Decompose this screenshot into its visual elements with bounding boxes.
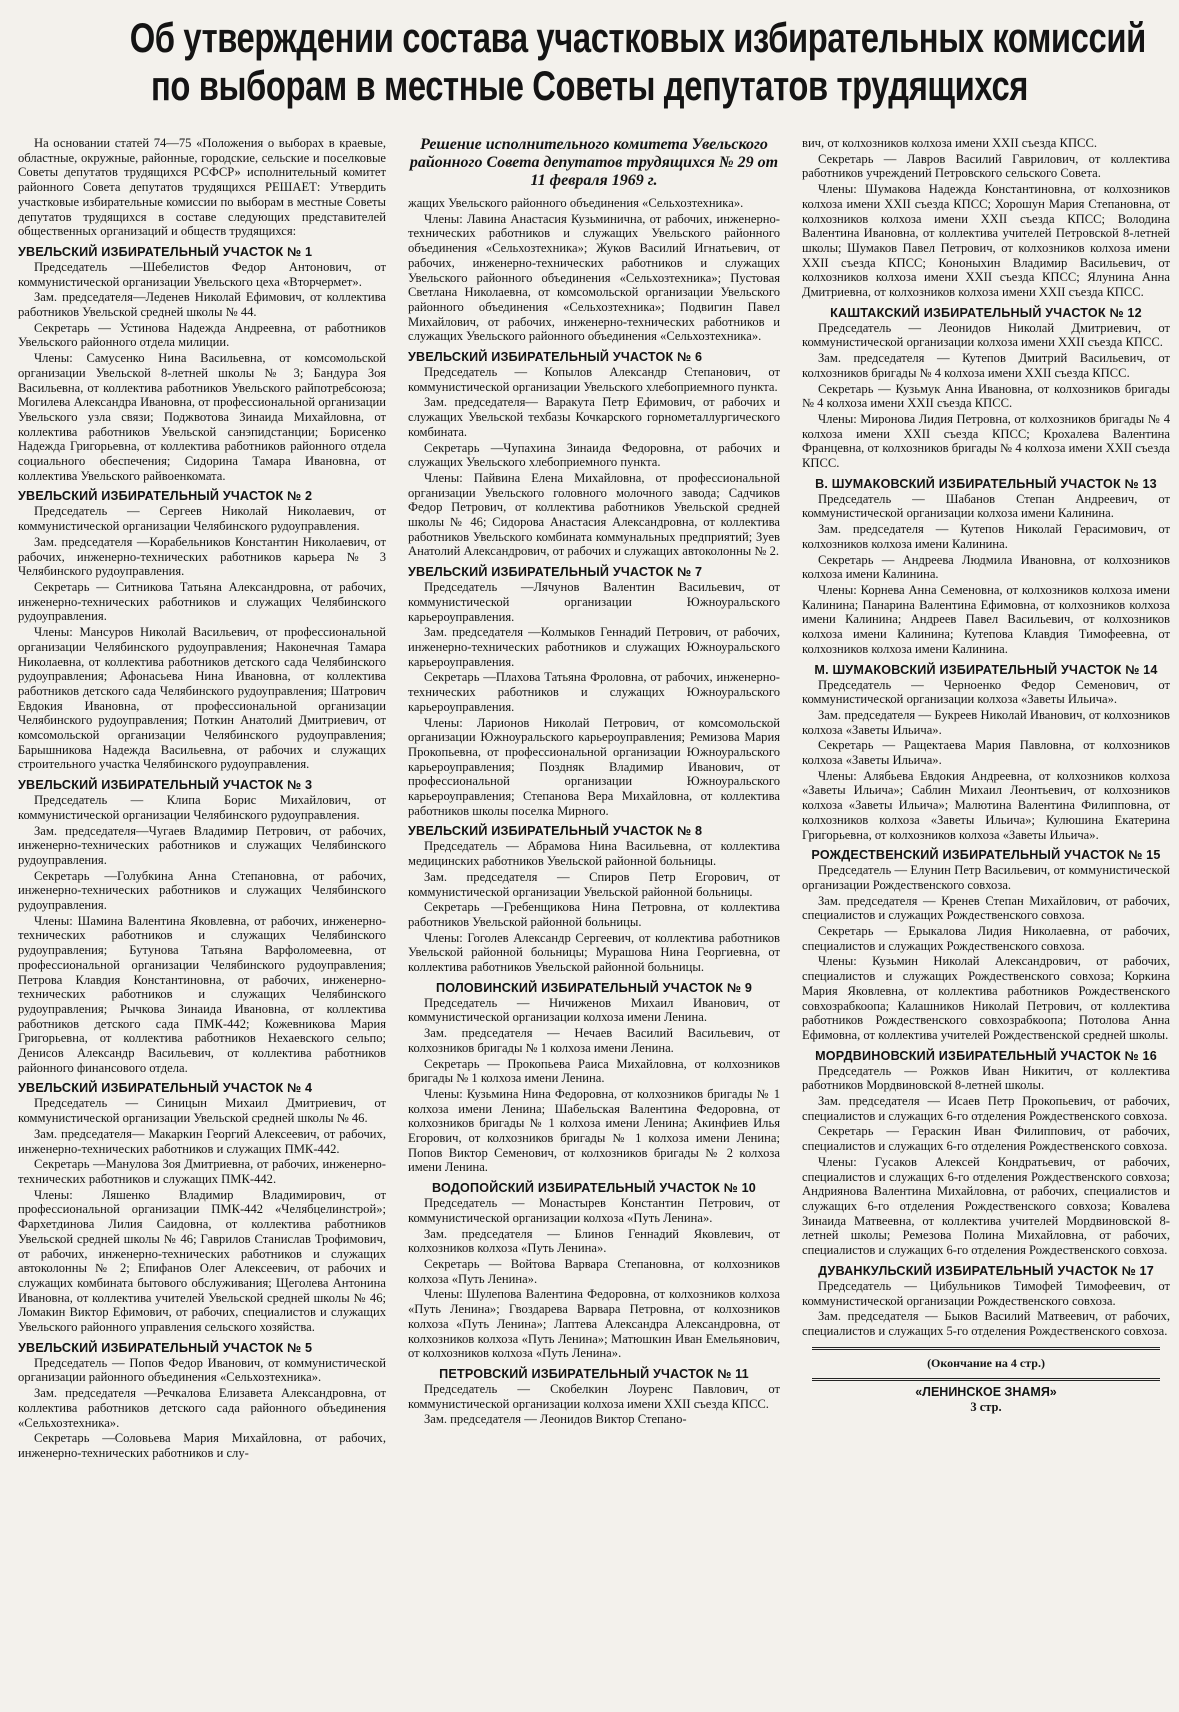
precinct-paragraph: Председатель — Сергеев Николай Николаевич, от коммунистической организации Челябинского рудоуправления. xyxy=(18,504,386,534)
precinct-paragraph: Председатель —Шебелистов Федор Антонович, от коммунистической организации Увельского цеха «Вторчермет». xyxy=(18,259,386,289)
precinct-paragraph: Председатель — Цибульников Тимофей Тимофеевич, от коммунистической организации Рождественского совхоза. xyxy=(802,1278,1170,1308)
precinct-paragraph: Председатель — Монастырев Константин Петрович, от коммунистической организации колхоза «Путь Ленина». xyxy=(408,1196,780,1225)
precinct-paragraph: жащих Увельского районного объединения «Сельхозтехника». xyxy=(408,196,744,210)
precinct-paragraph: Секретарь — Ращектаева Мария Павловна, от колхозников колхоза «Заветы Ильича». xyxy=(802,738,1170,768)
precinct-heading: КАШТАКСКИЙ ИЗБИРАТЕЛЬНЫЙ УЧАСТОК № 12 xyxy=(830,305,1142,320)
precinct-paragraph: Секретарь — Ситникова Татьяна Александровна, от рабочих, инженерно-технических работников и служащих Челябинского рудоуправления. xyxy=(18,579,386,624)
precinct-paragraph: Председатель — Скобелкин Лоуренс Павлович, от коммунистической организации колхоза имени XXII съезда КПСС. xyxy=(408,1381,780,1411)
precinct-paragraph: Зам. председателя — Леонидов Виктор Степано- xyxy=(424,1412,687,1427)
precinct-paragraph: Зам. председателя—Чугаев Владимир Петрович, от рабочих, инженерно-технических работников и служащих Челябинского рудоуправления. xyxy=(18,823,386,867)
footer-divider-2 xyxy=(812,1378,1160,1381)
precinct-paragraph: Председатель — Абрамова Нина Васильевна, от коллектива медицинских работников Увельской районной больницы. xyxy=(408,839,780,869)
precinct-heading: УВЕЛЬСКИЙ ИЗБИРАТЕЛЬНЫЙ УЧАСТОК № 3 xyxy=(18,778,313,793)
precinct-paragraph: Зам. председателя—Леденев Николай Ефимович, от коллектива работников Увельской средней школы № 44. xyxy=(18,290,386,320)
intro-paragraph: На основании статей 74—75 «Положения о выборах в краевые, областные, окружные, районные, городские, сельские и поселковые Советы депутатов трудящихся РСФСР» исполнительный комитет районного Совета депутатов трудящихся РЕШАЕТ: Утвердить участковые избирательные комиссии по выборам в местные Советы депутатов трудящихся в составе следующих представителей общественных организаций и обществ трудящихся: xyxy=(18,136,386,239)
precinct-paragraph: Секретарь —Чупахина Зинаида Федоровна, от рабочих и служащих Увельского хлебоприемного пункта. xyxy=(408,440,780,470)
page-number: 3 стр. xyxy=(970,1400,1002,1415)
precinct-paragraph: Члены: Пайвина Елена Михайловна, от профессиональной организации Увельского головного молочного завода; Садчиков Федор Петрович, от коллектива работников Увельской средней школы № 46; Сидорова Анастасия Александровна, от коллектива работников Увельского комбината коммунальных предприятий; Зуев Анатолий Александрович, от рабочих и служащих автоколонны № 2. xyxy=(408,470,780,559)
precinct-heading: УВЕЛЬСКИЙ ИЗБИРАТЕЛЬНЫЙ УЧАСТОК № 2 xyxy=(18,489,313,504)
precinct-paragraph: Председатель — Шабанов Степан Андреевич, от коммунистической организации колхоза имени Калинина. xyxy=(802,491,1170,521)
precinct-paragraph: Председатель — Леонидов Николай Дмитриевич, от коммунистической организации колхоза имени XXII съезда КПСС. xyxy=(802,320,1170,350)
precinct-paragraph: Члены: Ларионов Николай Петрович, от комсомольской организации Южноуральского карьероуправления; Ремизова Мария Прокопьевна, от профессиональной организации Южноуральского карьероуправления; Поздняк Владимир Иванович, от профессиональной организации Южноуральского карьероуправления; Степанова Вера Михайловна, от коллектива работников школы поселка Мирного. xyxy=(408,715,780,818)
precinct-heading: УВЕЛЬСКИЙ ИЗБИРАТЕЛЬНЫЙ УЧАСТОК № 6 xyxy=(408,350,703,365)
precinct-paragraph: Зам. председателя — Спиров Петр Егорович, от коммунистической организации Увельской районной больницы. xyxy=(408,869,780,899)
precinct-paragraph: Секретарь — Андреева Людмила Ивановна, от колхозников колхоза имени Калинина. xyxy=(802,552,1170,582)
precinct-heading: УВЕЛЬСКИЙ ИЗБИРАТЕЛЬНЫЙ УЧАСТОК № 1 xyxy=(18,244,313,259)
precinct-paragraph: Зам. председателя — Кренев Степан Михайлович, от рабочих, специалистов и служащих Рождественского совхоза. xyxy=(802,893,1170,923)
precinct-paragraph: Зам. председателя — Букреев Николай Иванович, от колхозников колхоза «Заветы Ильича». xyxy=(802,707,1170,737)
precinct-paragraph: Секретарь — Войтова Варвара Степановна, от колхозников колхоза «Путь Ленина». xyxy=(408,1257,780,1286)
precinct-paragraph: Зам. председателя — Исаев Петр Прокопьевич, от рабочих, специалистов и служащих 6-го отделения Рождественского совхоза. xyxy=(802,1094,1170,1123)
column-2 xyxy=(408,136,780,1702)
headline xyxy=(129,0,1146,110)
precinct-paragraph: Секретарь —Соловьева Мария Михайловна, от рабочих, инженерно-технических работников и слу- xyxy=(18,1431,386,1460)
precinct-paragraph: Зам. председателя —Корабельников Константин Николаевич, от рабочих, инженерно-технических работников карьера № 3 Челябинского рудоуправления. xyxy=(18,534,386,579)
precinct-heading: УВЕЛЬСКИЙ ИЗБИРАТЕЛЬНЫЙ УЧАСТОК № 4 xyxy=(18,1081,313,1096)
precinct-heading: РОЖДЕСТВЕНСКИЙ ИЗБИРАТЕЛЬНЫЙ УЧАСТОК № 15 xyxy=(811,848,1161,863)
precinct-paragraph: Члены: Гоголев Александр Сергеевич, от коллектива работников Увельской районной больницы; Мурашова Нина Георгиевна, от коллектива работников Увельской районной больницы. xyxy=(408,930,780,975)
headline-line-1: Об утверждении состава участковых избирательных комиссий xyxy=(129,14,1146,61)
precinct-paragraph: Секретарь — Лавров Василий Гаврилович, от коллектива работников учреждений Петровского сельского Совета. xyxy=(802,151,1170,181)
column-3-footer xyxy=(802,1347,1170,1415)
precinct-paragraph: Члены: Корнева Анна Семеновна, от колхозников колхоза имени Калинина; Панарина Валентина Ефимовна, от колхозников колхоза имени Калинина; Андреев Павел Васильевич, от колхозников колхоза имени Калинина; Кутепова Клавдия Тимофеевна, от колхозников колхоза имени Калинина. xyxy=(802,582,1170,656)
newspaper-name: «ЛЕНИНСКОЕ ЗНАМЯ» xyxy=(915,1385,1057,1400)
decision-caption: Решение исполнительного комитета Увельского районного Совета депутатов трудящихся № 29 от 11 февраля 1969 г. xyxy=(409,136,779,189)
precinct-heading: ПОЛОВИНСКИЙ ИЗБИРАТЕЛЬНЫЙ УЧАСТОК № 9 xyxy=(435,980,753,995)
precinct-paragraph: Члены: Ляшенко Владимир Владимирович, от профессиональной организации ПМК-442 «Челябцелинстрой»; Фархетдинова Лилия Саидовна, от коллектива работников Увельской средней школы № 46; Гаврилов Станислав Трофимович, от рабочих, инженерно-технических работников и служащих автоколонны № 2; Епифанов Олег Алексеевич, от рабочих и служащих комбината бытового обслуживания; Щеголева Антонина Ивановна, от коллектива учителей Увельской средней школы № 46; Ломакин Виктор Ефимович, от рабочих, специалистов и служащих Увельского районного управления сельского хозяйства. xyxy=(18,1187,386,1335)
precinct-paragraph: Секретарь —Плахова Татьяна Фроловна, от рабочих, инженерно-технических работников и служащих Южноуральского карьероуправления. xyxy=(408,670,780,714)
precinct-paragraph: Председатель —Лячунов Валентин Васильевич, от коммунистической организации Южноуральского карьероуправления. xyxy=(408,580,780,624)
precinct-paragraph: Члены: Гусаков Алексей Кондратьевич, от рабочих, специалистов и служащих 6-го отделения Рождественского совхоза; Андриянова Валентина Михайловна, от рабочих, специалистов и служащих 6-го отделения Рождественского совхоза; Ковалева Зинаида Матвеевна, от коллектива учителей Мордвиновской 8-летней школы; Ремезова Полина Михайловна, от рабочих, специалистов и служащих 6-го отделения Рождественского совхоза. xyxy=(802,1154,1170,1258)
column-3 xyxy=(802,136,1170,1702)
precinct-paragraph: Зам. председателя — Нечаев Василий Васильевич, от колхозников бригады № 1 колхоза имени Ленина. xyxy=(408,1026,780,1055)
precinct-paragraph: Члены: Самусенко Нина Васильевна, от комсомольской организации Увельской 8-летней школы № 3; Бандура Зоя Васильевна, от коллектива работников Увельского райпотребсоюза; Могилева Александра Ивановна, от профессиональной организации Увельского узла связи; Поджвотова Зинаида Михайловна, от коллектива работников Увельской санэпидстанции; Борисенко Надежда Григорьевна, от коллектива работников районного отдела социального обеспечения; Сидорина Тамара Ивановна, от коллектива Увельского райвоенкомата. xyxy=(18,351,386,483)
precinct-paragraph: Члены: Кузьмина Нина Федоровна, от колхозников бригады № 1 колхоза имени Ленина; Шабельская Валентина Федоровна, от колхозников бригады № 1 колхоза имени Ленина; Акинфиев Илья Егорович, от колхозников бригады № 1 колхоза имени Ленина; Попов Виктор Семенович, от колхозников бригады № 2 колхоза имени Ленина. xyxy=(408,1086,780,1175)
precinct-paragraph: Члены: Кузьмин Николай Александрович, от рабочих, специалистов и служащих Рождественского совхоза; Коркина Мария Яковлевна, от коллектива работников Рождественского совхозрабкоопа; Калашников Николай Петрович, от коллектива работников Рождественского совхозрабкоопа; Потолова Анна Ефимовна, от коллектива учителей Рождественской средней школы. xyxy=(802,954,1170,1042)
precinct-paragraph: Секретарь — Прокопьева Раиса Михайловна, от колхозников бригады № 1 колхоза имени Ленина. xyxy=(408,1056,780,1086)
precinct-paragraph: Члены: Лавина Анастасия Кузьминична, от рабочих, инженерно-технических работников и служащих Увельского районного объединения «Сельхозтехника»; Жуков Василий Игнатьевич, от рабочих, инженерно-технических работников и служащих Увельского районного объединения «Сельхозтехника»; Пустовая Светлана Николаевна, от комсомольской организации Увельского районного объединения «Сельхозтехника»; Подвигин Павел Михайлович, от рабочих, инженерно-технических работников и служащих Увельского районного объединения «Сельхозтехника». xyxy=(408,211,780,344)
precinct-paragraph: вич, от колхозников колхоза имени XXII съезда КПСС. xyxy=(802,136,1097,150)
footer-divider xyxy=(812,1347,1160,1350)
precinct-paragraph: Председатель — Клипа Борис Михайлович, от коммунистической организации Челябинского рудоуправления. xyxy=(18,793,386,822)
precinct-paragraph: Секретарь — Ерыкалова Лидия Николаевна, от рабочих, специалистов и служащих Рождественского совхоза. xyxy=(802,924,1170,953)
precinct-paragraph: Члены: Алябьева Евдокия Андреевна, от колхозников колхоза «Заветы Ильича»; Саблин Михаил Леонтьевич, от колхозников колхоза «Заветы Ильича»; Малютина Валентина Филипповна, от колхозников колхоза «Заветы Ильича»; Кулюшина Екатерина Григорьевна, от колхозников колхоза «Заветы Ильича». xyxy=(802,768,1170,842)
precinct-heading: ВОДОПОЙСКИЙ ИЗБИРАТЕЛЬНЫЙ УЧАСТОК № 10 xyxy=(432,1181,756,1196)
precinct-paragraph: Члены: Миронова Лидия Петровна, от колхозников бригады № 4 колхоза имени XXII съезда КПСС; Крохалева Валентина Францевна, от колхозников бригады № 4 колхоза имени XXII съезда КПСС. xyxy=(802,411,1170,471)
precinct-heading: МОРДВИНОВСКИЙ ИЗБИРАТЕЛЬНЫЙ УЧАСТОК № 16 xyxy=(815,1048,1157,1063)
precinct-paragraph: Члены: Мансуров Николай Васильевич, от профессиональной организации Челябинского рудоуправления; Наконечная Тамара Николаевна, от коллектива работников детского сада Челябинского рудоуправления; Афонасьева Нина Ивановна, от коллектива работников детского сада Челябинского рудоуправления; Шатрович Евдокия Ивановна, от профессиональной организации Челябинского рудоуправления; Поткин Анатолий Дмитриевич, от комсомольской организации Челябинского рудоуправления; Барышникова Надежда Васильевна, от рабочих и служащих строительного участка Челябинского рудоуправления. xyxy=(18,625,386,772)
precinct-paragraph: Зам. председателя — Кутепов Николай Герасимович, от колхозников колхоза имени Калинина. xyxy=(802,522,1170,551)
precinct-paragraph: Секретарь —Манулова Зоя Дмитриевна, от рабочих, инженерно-технических работников и служащих ПМК-442. xyxy=(18,1157,386,1186)
precinct-heading: УВЕЛЬСКИЙ ИЗБИРАТЕЛЬНЫЙ УЧАСТОК № 8 xyxy=(408,824,703,839)
precinct-paragraph: Зам. председателя— Макаркин Георгий Алексеевич, от рабочих, инженерно-технических работников и служащих ПМК-442. xyxy=(18,1126,386,1156)
precinct-paragraph: Члены: Шулепова Валентина Федоровна, от колхозников колхоза «Путь Ленина»; Гвоздарева Варвара Петровна, от колхозников колхоза «Путь Ленина»; Лаптева Александра Александровна, от колхозников колхоза «Путь Ленина»; Матюшкин Иван Емельянович, от колхозников колхоза «Путь Ленина». xyxy=(408,1287,780,1361)
precinct-paragraph: Зам. председателя — Блинов Геннадий Яковлевич, от колхозников колхоза «Путь Ленина». xyxy=(408,1226,780,1256)
continued-note: (Окончание на 4 стр.) xyxy=(927,1355,1045,1370)
precinct-paragraph: Секретарь — Устинова Надежда Андреевна, от работников Увельского районного отдела милиции. xyxy=(18,320,386,350)
precinct-paragraph: Секретарь — Кузьмук Анна Ивановна, от колхозников бригады № 4 колхоза имени XXII съезда КПСС. xyxy=(802,381,1170,411)
precinct-paragraph: Члены: Шамина Валентина Яковлевна, от рабочих, инженерно-технических работников и служащих Челябинского рудоуправления; Бутунова Татьяна Варфоломеевна, от профессиональной организации Челябинского рудоуправления; Петрова Клавдия Константиновна, от рабочих, инженерно-технических работников и служащих Челябинского рудоуправления; Рычкова Зинаида Ивановна, от коллектива работников детского сада ПМК-442; Кожевникова Мария Григорьевна, от коллектива работников Нехаевского сельпо; Денисов Александр Васильевич, от коллектива работников районного финансового отдела. xyxy=(18,913,386,1075)
article-columns xyxy=(18,136,1170,1702)
precinct-paragraph: Зам. председателя —Речкалова Елизавета Александровна, от коллектива работников детского сада районного объединения «Сельхозтехника». xyxy=(18,1386,386,1430)
precinct-paragraph: Председатель — Черноенко Федор Семенович, от коммунистической организации колхоза «Заветы Ильича». xyxy=(802,677,1170,707)
precinct-paragraph: Председатель — Попов Федор Иванович, от коммунистической организации районного объединения «Сельхозтехника». xyxy=(18,1355,386,1385)
precinct-paragraph: Председатель — Копылов Александр Степанович, от коммунистической организации Увельского хлебоприемного пункта. xyxy=(408,365,780,394)
precinct-paragraph: Секретарь — Гераскин Иван Филиппович, от рабочих, специалистов и служащих 6-го отделения Рождественского совхоза. xyxy=(802,1124,1170,1154)
precinct-heading: ДУВАНКУЛЬСКИЙ ИЗБИРАТЕЛЬНЫЙ УЧАСТОК № 17 xyxy=(818,1263,1154,1278)
precinct-paragraph: Секретарь —Голубкина Анна Степановна, от рабочих, инженерно-технических работников и служащих Челябинского рудоуправления. xyxy=(18,868,386,913)
precinct-paragraph: Зам. председателя — Быков Василий Матвеевич, от рабочих, специалистов и служащих 5-го отделения Рождественского совхоза. xyxy=(802,1309,1170,1338)
precinct-heading: ПЕТРОВСКИЙ ИЗБИРАТЕЛЬНЫЙ УЧАСТОК № 11 xyxy=(439,1366,749,1381)
precinct-paragraph: Зам. председателя — Кутепов Дмитрий Васильевич, от колхозников бригады № 4 колхоза имени XXII съезда КПСС. xyxy=(802,351,1170,380)
precinct-heading: УВЕЛЬСКИЙ ИЗБИРАТЕЛЬНЫЙ УЧАСТОК № 5 xyxy=(18,1340,313,1355)
column-1 xyxy=(18,136,386,1702)
precinct-paragraph: Председатель — Рожков Иван Никитич, от коллектива работников Мордвиновской 8-летней школы. xyxy=(802,1063,1170,1093)
precinct-paragraph: Секретарь —Гребенщикова Нина Петровна, от коллектива работников Увельской районной больницы. xyxy=(408,900,780,929)
precinct-paragraph: Председатель — Ничиженов Михаил Иванович, от коммунистической организации колхоза имени Ленина. xyxy=(408,995,780,1025)
precinct-paragraph: Зам. председателя —Колмыков Геннадий Петрович, от рабочих, инженерно-технических работников и служащих Южноуральского карьероуправления. xyxy=(408,625,780,669)
precinct-paragraph: Председатель — Елунин Петр Васильевич, от коммунистической организации Рождественского совхоза. xyxy=(802,863,1170,892)
headline-line-2: по выборам в местные Советы депутатов трудящихся xyxy=(150,62,1029,109)
precinct-heading: УВЕЛЬСКИЙ ИЗБИРАТЕЛЬНЫЙ УЧАСТОК № 7 xyxy=(408,565,703,580)
precinct-paragraph: Члены: Шумакова Надежда Константиновна, от колхозников колхоза имени XXII съезда КПСС; Хорошун Мария Степановна, от колхозников колхоза имени XXII съезда КПСС; Володина Валентина Ивановна, от коллектива учителей Петровской 8-летней школы; Шумаков Павел Петрович, от колхозников колхоза имени XXII съезда КПСС; Кононыхин Владимир Васильевич, от колхозников колхоза имени XXII съезда КПСС; Ялунина Анна Дмитриевна, от колхозников колхоза имени XXII съезда КПСС. xyxy=(802,182,1170,300)
precinct-heading: М. ШУМАКОВСКИЙ ИЗБИРАТЕЛЬНЫЙ УЧАСТОК № 14 xyxy=(814,662,1158,677)
precinct-paragraph: Зам. председателя— Варакута Петр Ефимович, от рабочих и служащих Увельской техбазы Кочкарского горнометаллургического комбината. xyxy=(408,395,780,439)
precinct-paragraph: Председатель — Синицын Михаил Дмитриевич, от коммунистической организации Увельской средней школы № 46. xyxy=(18,1096,386,1126)
precinct-heading: В. ШУМАКОВСКИЙ ИЗБИРАТЕЛЬНЫЙ УЧАСТОК № 13 xyxy=(815,476,1157,491)
